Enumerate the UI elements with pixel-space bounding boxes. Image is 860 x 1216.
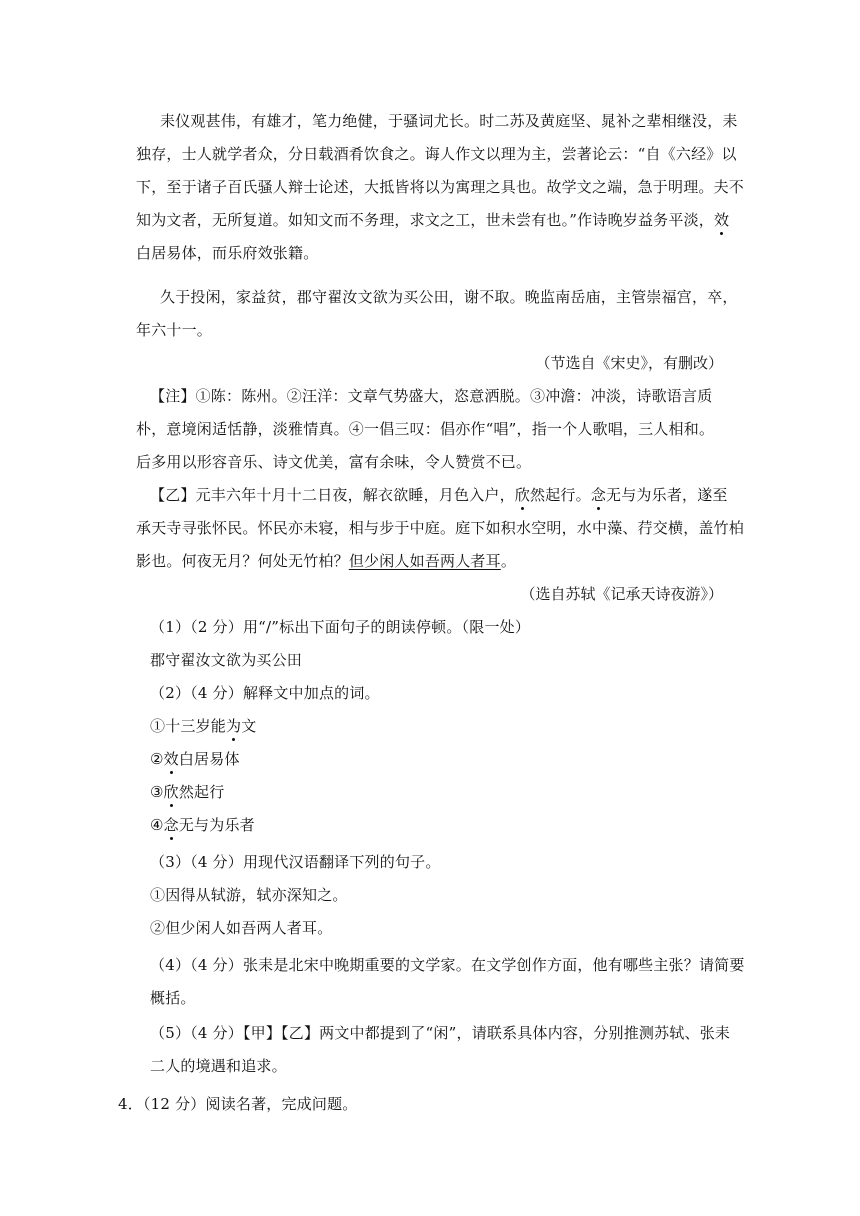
item-text: 文 xyxy=(241,717,257,735)
passage-line: 耒仪观甚伟，有雄才，笔力绝健，于骚词尤长。时二苏及黄庭坚、晁补之辈相继没，耒 xyxy=(160,112,738,130)
next-question-heading: 4．（12 分）阅读名著，完成问题。 xyxy=(118,1095,358,1113)
question-item xyxy=(150,748,240,770)
passage-line: 久于投闲，家益贫，郡守翟汝文欲为买公田，谢不取。晚监南岳庙，主管崇福宫，卒， xyxy=(160,288,738,306)
question-stem: （2）（4 分）解释文中加点的词。 xyxy=(150,684,380,702)
dotted-word: 效 xyxy=(163,750,179,768)
passage-line: 独存，士人就学者众，分日载酒肴饮食之。诲人作文以理为主，尝著论云：“自《六经》以 xyxy=(136,145,737,163)
passage-text: 。 xyxy=(500,552,517,570)
passage-line xyxy=(136,209,729,231)
passage-text: 知为文者，无所复道。如知文而不务理，求文之工，世未尝有也。”作诗晚岁益务平淡， xyxy=(136,211,714,229)
passage-text: 无与为乐者，遂至 xyxy=(606,486,728,504)
question-item: ②但少闲人如吾两人者耳。 xyxy=(150,919,333,937)
dotted-word: 效 xyxy=(713,211,730,229)
note-line: 朴，意境闲适恬静，淡雅情真。④一倡三叹：倡亦作“唱”，指一个人歌唱，三人相和。 xyxy=(136,420,715,438)
note-line: 后多用以形容音乐、诗文优美，富有余味，令人赞赏不已。 xyxy=(136,453,532,471)
dotted-word: 为 xyxy=(226,717,242,735)
passage-line xyxy=(150,484,728,506)
question-stem: （1）（2 分）用“/”标出下面句子的朗读停顿。（限一处） xyxy=(150,618,531,636)
passage-text: 然起行。 xyxy=(530,486,591,504)
dotted-word: 念 xyxy=(163,816,179,834)
passage-line: 年六十一。 xyxy=(136,321,213,339)
question-stem: 二人的境遇和追求。 xyxy=(150,1057,287,1075)
question-stem: 概括。 xyxy=(150,989,196,1007)
item-text: ④ xyxy=(150,816,164,834)
question-sentence: 郡守翟汝文欲为买公田 xyxy=(150,651,303,669)
source-citation: （选自苏轼《记承天诗夜游》） xyxy=(520,585,723,603)
item-text: ② xyxy=(150,750,164,768)
item-text: ①十三岁能 xyxy=(150,717,227,735)
item-text: ③ xyxy=(150,783,164,801)
passage-text: 【乙】元丰六年十月十二日夜，解衣欲睡，月色入户， xyxy=(150,486,515,504)
question-item xyxy=(150,781,224,803)
passage-line xyxy=(136,550,516,572)
question-item xyxy=(150,715,256,737)
item-text: 无与为乐者 xyxy=(178,816,255,834)
item-text: 然起行 xyxy=(178,783,225,801)
source-citation: （节选自《宋史》，有删改） xyxy=(535,354,723,372)
passage-text: 影也。何夜无月？何处无竹柏？ xyxy=(136,552,349,570)
dotted-word: 念 xyxy=(590,486,607,504)
passage-line: 白居易体，而乐府效张籍。 xyxy=(136,244,319,262)
passage-line: 下，至于诸子百氏骚人辩士论述，大抵皆将以为寓理之具也。故学文之端，急于明理。夫不 xyxy=(136,178,745,196)
item-text: 白居易体 xyxy=(178,750,240,768)
dotted-word: 欣 xyxy=(163,783,179,801)
underlined-sentence: 但少闲人如吾两人者耳 xyxy=(348,552,501,570)
passage-line: 承天寺寻张怀民。怀民亦未寝，相与步于中庭。庭下如积水空明，水中藻、荇交横，盖竹柏 xyxy=(136,519,745,537)
question-stem: （4）（4 分）张耒是北宋中晚期重要的文学家。在文学创作方面，他有哪些主张？请简要 xyxy=(150,956,745,974)
question-item xyxy=(150,814,255,836)
question-item: ①因得从轼游，轼亦深知之。 xyxy=(150,886,348,904)
dotted-word: 欣 xyxy=(514,486,531,504)
question-stem: （3）（4 分）用现代汉语翻译下列的句子。 xyxy=(150,853,441,871)
question-stem: （5）（4 分）【甲】【乙】两文中都提到了“闲”，请联系具体内容，分别推测苏轼、张耒 xyxy=(150,1024,731,1042)
note-line: 【注】①陈：陈州。②汪洋：文章气势盛大，恣意洒脱。③冲澹：冲淡，诗歌语言质 xyxy=(150,387,713,405)
